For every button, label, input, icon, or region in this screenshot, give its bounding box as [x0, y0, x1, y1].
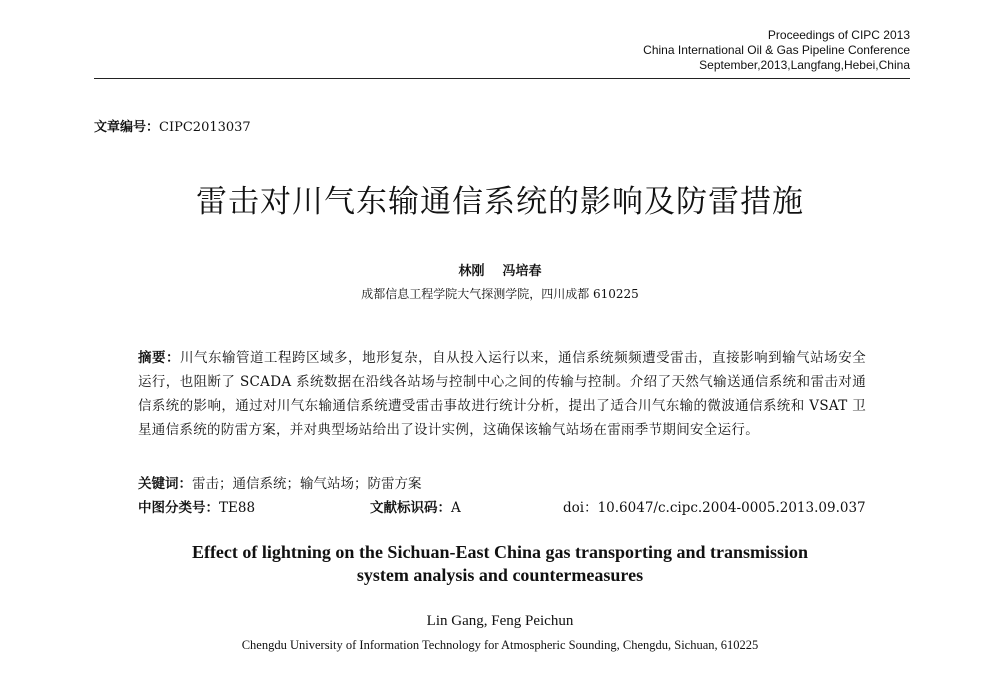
author-cn-1: 林刚	[458, 264, 485, 279]
article-number-value: CIPC2013037	[159, 120, 251, 135]
header-line-1: Proceedings of CIPC 2013	[767, 28, 910, 42]
clc-value: TE88	[219, 500, 256, 516]
abstract-chinese	[138, 346, 866, 442]
clc-label: 中图分类号：	[138, 500, 219, 516]
document-code	[370, 496, 461, 516]
title-english	[0, 541, 1000, 587]
abstract-label: 摘要：	[138, 350, 181, 366]
abstract-text: 川气东输管道工程跨区域多，地形复杂，自从投入运行以来，通信系统频频遭受雷击，直接影响到输气站场安全运行，也阻断了 SCADA 系统数据在沿线各站场与控制中心之间的传输与控制。介绍了天然气输送通信系统和雷击对通信系统的影响，通过对川气东输通信系统遭受雷击事故进行统计分析，提出了适合川气东输的微波通信系统和 VSAT 卫星通信系统的防雷方案，并对典型场站给出了设计实例，这确保该输气站场在雷雨季节期间安全运行。	[138, 350, 866, 438]
doc-code-value: A	[451, 500, 461, 516]
affiliation-english: Chengdu University of Information Technology for Atmospheric Sounding, Chengdu, Sichuan, 610225	[241, 638, 759, 652]
header-rule	[94, 78, 910, 79]
affiliation-chinese: 成都信息工程学院大气探测学院，四川成都 610225	[361, 287, 639, 301]
header-line-3: September,2013,Langfang,Hebei,China	[699, 58, 910, 72]
keywords-chinese	[138, 472, 422, 492]
title-english-line-2: system analysis and countermeasures	[356, 565, 644, 585]
title-chinese: 雷击对川气东输通信系统的影响及防雷措施	[196, 184, 804, 220]
authors-chinese	[0, 260, 1000, 279]
keywords-text: 雷击；通信系统；输气站场；防雷方案	[192, 476, 422, 492]
authors-english: Lin Gang, Feng Peichun	[426, 613, 574, 629]
doi: doi：10.6047/c.cipc.2004-0005.2013.09.037	[563, 500, 866, 516]
title-english-line-1: Effect of lightning on the Sichuan-East China gas transporting and transmission	[191, 542, 809, 562]
clc-number	[138, 496, 255, 516]
keywords-label: 关键词：	[138, 476, 192, 492]
doc-code-label: 文献标识码：	[370, 500, 451, 516]
proceedings-header	[643, 28, 910, 73]
article-number-label: 文章编号：	[94, 120, 160, 135]
header-line-2: China International Oil & Gas Pipeline Conference	[643, 43, 910, 57]
author-cn-2: 冯培春	[502, 264, 542, 279]
article-number	[94, 116, 251, 135]
